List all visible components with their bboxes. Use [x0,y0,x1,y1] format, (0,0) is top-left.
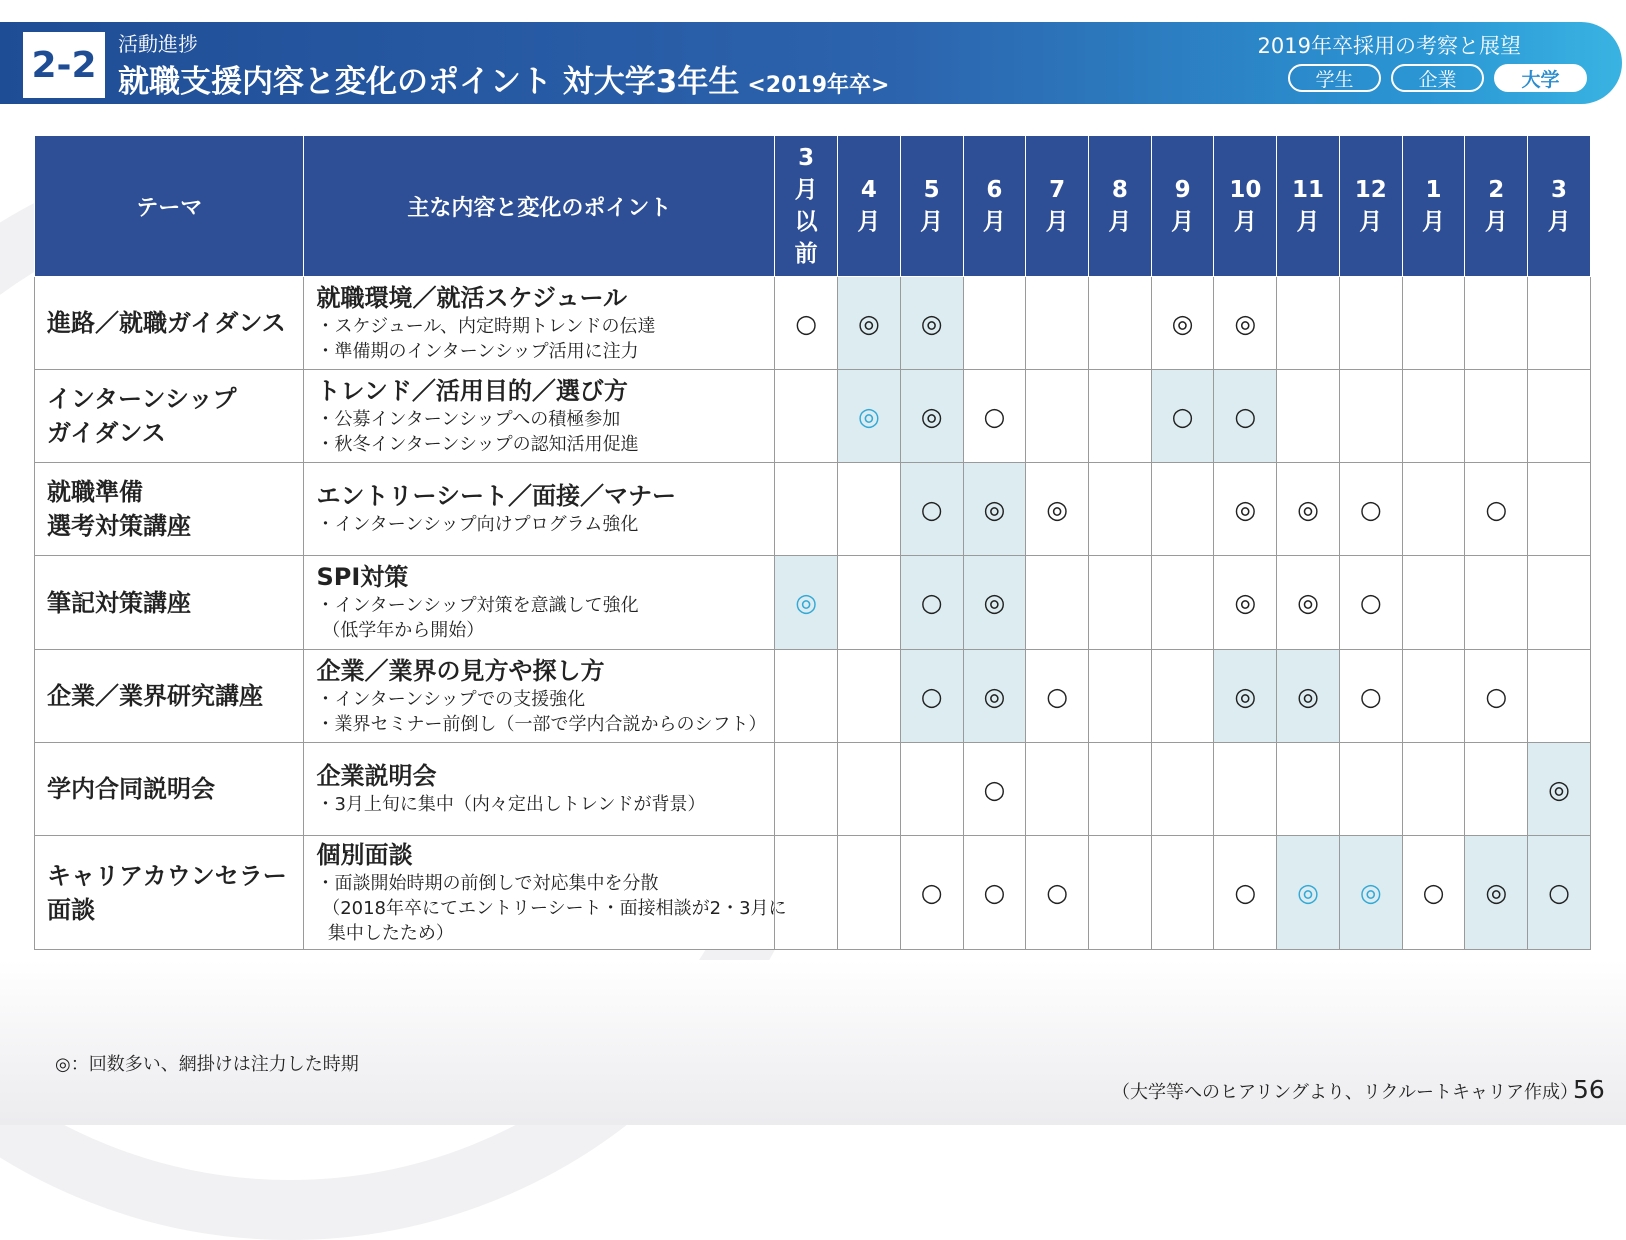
row-content [304,743,775,836]
header-month-char: 7 [1049,177,1066,203]
page-title-text: 就職支援内容と変化のポイント 対大学3年生 [118,64,740,100]
month-cell [838,556,901,650]
header-month-char: 月 [1422,209,1446,235]
month-cell [775,277,838,370]
header-month [838,136,901,277]
month-cell [1465,650,1528,743]
row-theme-line: キャリアカウンセラー [47,861,287,890]
table-header-row [35,136,1591,277]
row-theme [35,743,304,836]
month-cell [1277,743,1340,836]
month-cell [838,650,901,743]
month-cell [1214,556,1277,650]
header-month-char: 前 [794,241,818,267]
month-cell [1151,277,1214,370]
month-cell [963,463,1026,556]
circle-mark: ○ [795,308,818,338]
month-cell [775,650,838,743]
double-circle-mark: ◎ [1297,681,1319,711]
header-month-char: 月 [1045,209,1069,235]
circle-mark: ○ [1234,401,1257,431]
row-content-title: 個別面談 [316,840,413,869]
month-cell [900,743,963,836]
double-circle-mark: ◎ [1171,308,1194,338]
row-content-line: ・スケジュール、内定時期トレンドの伝達 [316,315,656,337]
row-content-line: ・面談開始時期の前倒しで対応集中を分散 [316,872,659,894]
header-month-char: 11 [1292,177,1325,203]
row-theme [35,650,304,743]
header-month-char: 3 [1551,177,1568,203]
month-cell [775,370,838,463]
row-theme-line: 進路／就職ガイダンス [47,309,286,337]
month-cell [1465,370,1528,463]
header-month-char: 9 [1174,177,1191,203]
row-theme-line: 筆記対策講座 [47,588,191,617]
month-cell [1339,836,1402,950]
month-cell [1214,370,1277,463]
month-cell [1277,650,1340,743]
month-cell [838,277,901,370]
table-row [35,743,1591,836]
section-subtitle: 活動進捗 [118,32,198,56]
header-month-char: 5 [923,177,940,203]
header-month-char: 月 [1547,209,1571,235]
header-month [1277,136,1340,277]
circle-mark: ○ [1046,681,1069,711]
double-circle-mark: ◎ [1234,494,1257,524]
month-cell [1465,743,1528,836]
month-cell [1402,836,1465,950]
tab-student[interactable]: 学生 [1288,64,1381,92]
source-note: （大学等へのヒアリングより、リクルートキャリア作成） [1112,1082,1579,1103]
month-cell [1088,743,1151,836]
month-cell [1214,277,1277,370]
month-cell [838,463,901,556]
row-theme [35,556,304,650]
month-cell [963,743,1026,836]
row-theme-line: 選考対策講座 [47,512,191,540]
month-cell [1151,836,1214,950]
month-cell [1339,650,1402,743]
month-cell [963,836,1026,950]
circle-mark: ○ [1422,878,1445,907]
row-content-line: ・インターンシップでの支援強化 [316,688,586,710]
circle-mark: ○ [983,401,1006,431]
double-circle-mark: ◎ [1234,308,1257,338]
row-content [304,463,775,556]
double-circle-mark: ◎ [983,494,1006,524]
month-cell [963,277,1026,370]
row-theme [35,836,304,950]
month-cell [1402,556,1465,650]
month-cell [1528,836,1591,950]
double-circle-mark: ◎ [858,401,880,431]
month-cell [1026,836,1089,950]
row-content-line: ・準備期のインターンシップ活用に注力 [316,340,639,362]
month-cell [1277,277,1340,370]
month-cell [1088,836,1151,950]
month-cell [1151,463,1214,556]
header-month [1088,136,1151,277]
month-cell [1528,277,1591,370]
section-number: 2-2 [23,32,105,98]
month-cell [1026,556,1089,650]
double-circle-mark: ◎ [1234,588,1257,617]
row-content-title: 就職環境／就活スケジュール [316,283,628,312]
double-circle-mark: ◎ [1548,774,1570,804]
header-month-char: 月 [1296,209,1320,235]
month-cell [1528,650,1591,743]
month-cell [1026,743,1089,836]
circle-mark: ○ [920,494,943,524]
month-cell [1214,650,1277,743]
header-month [1528,136,1591,277]
month-cell [1026,370,1089,463]
month-cell [775,743,838,836]
header-month-char: 4 [860,177,877,203]
row-content [304,277,775,370]
table-row [35,836,1591,950]
row-content-line: ・3月上旬に集中（内々定出しトレンドが背景） [316,794,706,815]
circle-mark: ○ [920,878,943,907]
month-cell [1465,463,1528,556]
month-cell [1402,277,1465,370]
double-circle-mark: ◎ [795,588,818,617]
circle-mark: ○ [983,774,1006,804]
header-month-char: 2 [1488,177,1505,203]
month-cell [1402,743,1465,836]
audience-tabs [1288,64,1587,92]
month-cell [900,370,963,463]
month-cell [1214,836,1277,950]
month-cell [1528,370,1591,463]
header-month-char: 月 [982,209,1006,235]
double-circle-mark: ◎ [983,588,1006,617]
month-cell [1151,370,1214,463]
month-cell [1026,650,1089,743]
double-circle-mark: ◎ [983,681,1006,711]
page-title-suffix: <2019年卒> [747,73,890,98]
header-month [1402,136,1465,277]
month-cell [775,836,838,950]
row-theme-line: 面談 [47,895,95,924]
header-month-char: 月 [1108,209,1132,235]
month-cell [838,370,901,463]
header-month-char: 6 [986,177,1003,203]
table-row [35,370,1591,463]
month-cell [1339,370,1402,463]
month-cell [963,370,1026,463]
double-circle-mark: ◎ [1297,588,1319,617]
row-theme [35,277,304,370]
double-circle-mark: ◎ [920,308,943,338]
header-content: 主な内容と変化のポイント [304,136,775,277]
circle-mark: ○ [1046,878,1069,907]
table-body [35,277,1591,950]
row-content [304,836,787,950]
month-cell [1151,650,1214,743]
row-theme-line: ガイダンス [47,419,166,447]
header-month-char: 月 [920,209,944,235]
circle-mark: ○ [1171,401,1194,431]
row-content-title: 企業／業界の見方や探し方 [316,656,605,685]
month-cell [838,743,901,836]
month-cell [900,836,963,950]
row-theme-line: インターンシップ [47,385,237,413]
header-month [1214,136,1277,277]
header-month-char: 月 [794,177,818,203]
month-cell [1088,556,1151,650]
month-cell [775,556,838,650]
table-row [35,277,1591,370]
table-row [35,650,1591,743]
row-theme-line: 企業／業界研究講座 [47,682,263,710]
header-month-char: 1 [1425,177,1442,203]
double-circle-mark: ◎ [1234,681,1257,711]
month-cell [900,463,963,556]
month-cell [1465,836,1528,950]
month-cell [1277,370,1340,463]
month-cell [1026,463,1089,556]
month-cell [1465,556,1528,650]
month-cell [775,463,838,556]
month-cell [900,277,963,370]
header-month [1465,136,1528,277]
row-content-line: ・インターンシップ対策を意識して強化 [316,595,639,616]
circle-mark: ○ [920,588,943,617]
month-cell [1277,556,1340,650]
table-row [35,556,1591,650]
month-cell [1214,743,1277,836]
circle-mark: ○ [1485,494,1508,524]
row-content-title: エントリーシート／面接／マナー [316,482,677,510]
legend-note: ◎：回数多い、網掛けは注力した時期 [55,1054,359,1075]
circle-mark: ○ [1359,681,1382,711]
month-cell [1339,743,1402,836]
header-month-char: 12 [1354,177,1387,203]
row-content [304,370,775,463]
month-cell [1088,370,1151,463]
row-content-line: ・インターンシップ向けプログラム強化 [316,514,639,535]
month-cell [1339,463,1402,556]
double-circle-mark: ◎ [1485,878,1508,907]
header-month-char: 月 [1233,209,1257,235]
month-cell [963,650,1026,743]
month-cell [1088,650,1151,743]
month-cell [1151,743,1214,836]
month-cell [1214,463,1277,556]
page-number: 56 [1573,1075,1605,1104]
header-month [1151,136,1214,277]
month-cell [1402,370,1465,463]
month-cell [1088,277,1151,370]
header-month-char: 月 [1359,209,1383,235]
month-cell [1151,556,1214,650]
row-content-line: 集中したため） [316,922,454,944]
header-month-char: 8 [1111,177,1128,203]
month-cell [1465,277,1528,370]
tab-university[interactable]: 大学 [1494,64,1587,92]
row-theme [35,463,304,556]
row-content-title: SPI対策 [316,563,409,591]
header-month-char: 月 [857,209,881,235]
header-month-char: 月 [1171,209,1195,235]
month-cell [963,556,1026,650]
row-theme-line: 就職準備 [47,478,143,506]
header-month [775,136,838,277]
circle-mark: ○ [1485,681,1508,711]
page-title [118,56,889,101]
double-circle-mark: ◎ [1297,878,1319,907]
circle-mark: ○ [920,681,943,711]
row-content [304,556,775,650]
row-content-line: （低学年から開始） [316,620,485,641]
header-month [1026,136,1089,277]
circle-mark: ○ [1548,878,1570,907]
month-cell [1402,463,1465,556]
row-content-title: 企業説明会 [316,762,437,790]
month-cell [1402,650,1465,743]
row-content-line: ・秋冬インターンシップの認知活用促進 [316,433,639,455]
month-cell [1528,463,1591,556]
month-cell [1088,463,1151,556]
row-content [304,650,775,743]
circle-mark: ○ [1359,588,1382,617]
circle-mark: ○ [1234,878,1257,907]
month-cell [1277,463,1340,556]
month-cell [1026,277,1089,370]
month-cell [838,836,901,950]
double-circle-mark: ◎ [1046,494,1069,524]
row-content-line: ・業界セミナー前倒し（一部で学内合説からのシフト） [316,713,767,735]
header-month-char: 以 [794,209,818,235]
header-month-char: 3 [798,145,815,171]
month-cell [1339,277,1402,370]
row-content-title: トレンド／活用目的／選び方 [316,376,628,405]
circle-mark: ○ [983,878,1006,907]
tab-company[interactable]: 企業 [1391,64,1484,92]
month-cell [900,650,963,743]
month-cell [1339,556,1402,650]
double-circle-mark: ◎ [858,308,880,338]
double-circle-mark: ◎ [1359,878,1382,907]
support-schedule-table [34,135,1591,950]
month-cell [900,556,963,650]
row-content-line: ・公募インターンシップへの積極参加 [316,408,621,430]
double-circle-mark: ◎ [1297,494,1319,524]
report-title: 2019年卒採用の考察と展望 [1257,34,1521,58]
circle-mark: ○ [1359,494,1382,524]
row-theme-line: 学内合同説明会 [47,775,215,803]
row-content-line: （2018年卒にてエントリーシート・面接相談が2・3月に [316,897,787,919]
header-month [963,136,1026,277]
header-month-char: 10 [1229,177,1262,203]
table-row [35,463,1591,556]
header-month [900,136,963,277]
row-theme [35,370,304,463]
month-cell [1277,836,1340,950]
month-cell [1528,743,1591,836]
header-month [1339,136,1402,277]
header-theme: テーマ [35,136,304,277]
double-circle-mark: ◎ [920,401,943,431]
header-month-char: 月 [1484,209,1508,235]
month-cell [1528,556,1591,650]
